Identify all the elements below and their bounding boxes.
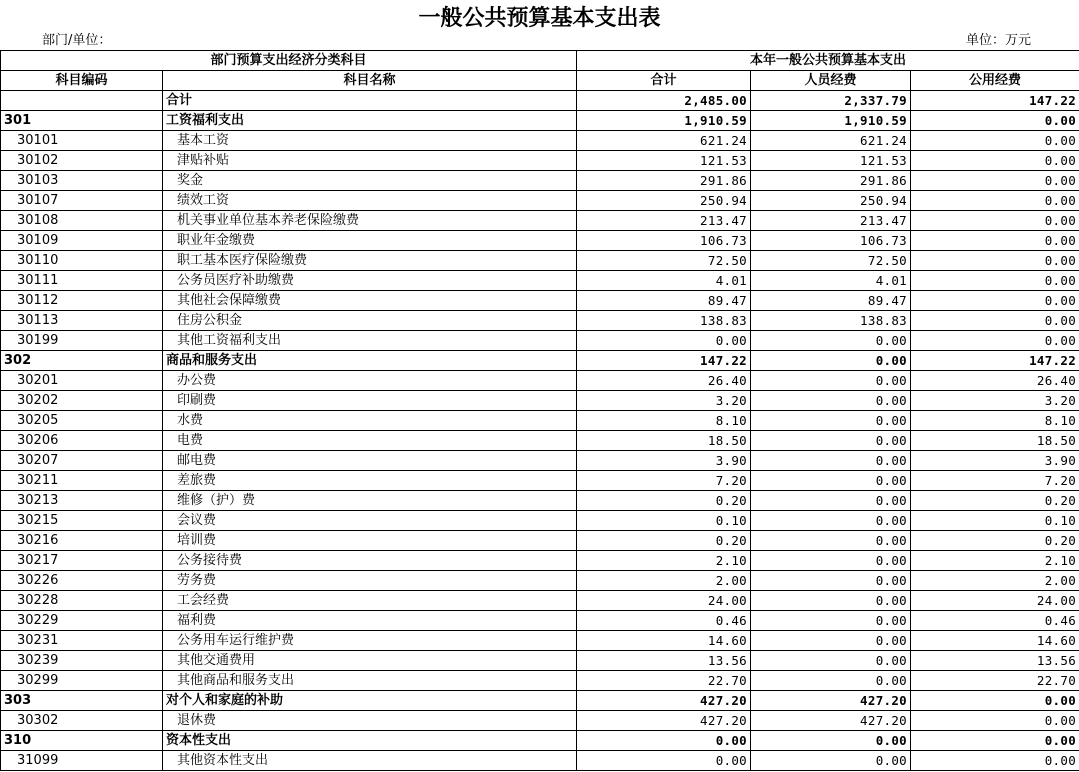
cell-public: 0.00 <box>911 151 1079 171</box>
cell-name: 对个人和家庭的补助 <box>163 691 577 711</box>
cell-personnel: 1,910.59 <box>751 111 911 131</box>
cell-personnel: 0.00 <box>751 431 911 451</box>
cell-code: 30302 <box>1 711 163 731</box>
table-row <box>1 551 1079 571</box>
table-header <box>1 51 1079 91</box>
cell-public: 0.00 <box>911 271 1079 291</box>
cell-total: 0.20 <box>577 531 751 551</box>
cell-total: 0.00 <box>577 731 751 751</box>
cell-name: 基本工资 <box>163 131 577 151</box>
header-group-classification: 部门预算支出经济分类科目 <box>1 51 577 71</box>
cell-personnel: 291.86 <box>751 171 911 191</box>
cell-name: 公务接待费 <box>163 551 577 571</box>
cell-total: 2,485.00 <box>577 91 751 111</box>
category-row <box>1 691 1079 711</box>
cell-name: 其他交通费用 <box>163 651 577 671</box>
cell-public: 0.00 <box>911 311 1079 331</box>
cell-total: 621.24 <box>577 131 751 151</box>
cell-total: 291.86 <box>577 171 751 191</box>
cell-personnel: 0.00 <box>751 671 911 691</box>
cell-personnel: 0.00 <box>751 531 911 551</box>
cell-code: 310 <box>1 731 163 751</box>
cell-total: 2.00 <box>577 571 751 591</box>
cell-name: 工会经费 <box>163 591 577 611</box>
cell-personnel: 0.00 <box>751 551 911 571</box>
cell-name: 电费 <box>163 431 577 451</box>
cell-name: 培训费 <box>163 531 577 551</box>
cell-total: 0.20 <box>577 491 751 511</box>
cell-name: 邮电费 <box>163 451 577 471</box>
cell-personnel: 427.20 <box>751 691 911 711</box>
cell-total: 13.56 <box>577 651 751 671</box>
cell-public: 0.00 <box>911 691 1079 711</box>
cell-total: 121.53 <box>577 151 751 171</box>
table-row <box>1 151 1079 171</box>
cell-code: 30226 <box>1 571 163 591</box>
cell-public: 0.46 <box>911 611 1079 631</box>
table-row <box>1 431 1079 451</box>
cell-personnel: 0.00 <box>751 651 911 671</box>
cell-name: 差旅费 <box>163 471 577 491</box>
header-name: 科目名称 <box>163 71 577 91</box>
cell-total: 8.10 <box>577 411 751 431</box>
category-row <box>1 351 1079 371</box>
cell-total: 0.00 <box>577 331 751 351</box>
cell-personnel: 213.47 <box>751 211 911 231</box>
cell-name: 商品和服务支出 <box>163 351 577 371</box>
cell-code: 30207 <box>1 451 163 471</box>
cell-public: 2.00 <box>911 571 1079 591</box>
total-row <box>1 91 1079 111</box>
cell-name: 印刷费 <box>163 391 577 411</box>
cell-name: 劳务费 <box>163 571 577 591</box>
header-total: 合计 <box>577 71 751 91</box>
cell-public: 8.10 <box>911 411 1079 431</box>
cell-personnel: 0.00 <box>751 631 911 651</box>
cell-code: 30215 <box>1 511 163 531</box>
cell-total: 138.83 <box>577 311 751 331</box>
cell-name: 机关事业单位基本养老保险缴费 <box>163 211 577 231</box>
table-row <box>1 591 1079 611</box>
cell-public: 0.00 <box>911 231 1079 251</box>
cell-code: 30199 <box>1 331 163 351</box>
cell-personnel: 0.00 <box>751 471 911 491</box>
cell-total: 1,910.59 <box>577 111 751 131</box>
cell-total: 18.50 <box>577 431 751 451</box>
header-public: 公用经费 <box>911 71 1079 91</box>
cell-code: 30239 <box>1 651 163 671</box>
cell-personnel: 0.00 <box>751 411 911 431</box>
table-row <box>1 251 1079 271</box>
table-row <box>1 511 1079 531</box>
cell-personnel: 0.00 <box>751 571 911 591</box>
cell-code: 303 <box>1 691 163 711</box>
cell-personnel: 0.00 <box>751 351 911 371</box>
unit-label: 单位：万元 <box>965 33 1031 48</box>
cell-name: 其他社会保障缴费 <box>163 291 577 311</box>
table-row <box>1 651 1079 671</box>
category-row <box>1 111 1079 131</box>
cell-code: 30229 <box>1 611 163 631</box>
table-row <box>1 171 1079 191</box>
cell-code: 30211 <box>1 471 163 491</box>
cell-code: 30113 <box>1 311 163 331</box>
cell-personnel: 0.00 <box>751 511 911 531</box>
cell-total: 0.46 <box>577 611 751 631</box>
table-row <box>1 191 1079 211</box>
cell-code: 30228 <box>1 591 163 611</box>
cell-code: 30101 <box>1 131 163 151</box>
cell-total: 427.20 <box>577 691 751 711</box>
cell-name: 维修（护）费 <box>163 491 577 511</box>
cell-code: 30109 <box>1 231 163 251</box>
page-title: 一般公共预算基本支出表 <box>418 5 661 31</box>
header-code: 科目编码 <box>1 71 163 91</box>
cell-code: 30205 <box>1 411 163 431</box>
cell-public: 0.00 <box>911 751 1079 771</box>
table-row <box>1 271 1079 291</box>
table-row <box>1 291 1079 311</box>
cell-name: 退休费 <box>163 711 577 731</box>
table-row <box>1 231 1079 251</box>
cell-name: 公务用车运行维护费 <box>163 631 577 651</box>
cell-total: 3.90 <box>577 451 751 471</box>
cell-total: 7.20 <box>577 471 751 491</box>
cell-code: 30102 <box>1 151 163 171</box>
table-row <box>1 311 1079 331</box>
table-row <box>1 211 1079 231</box>
cell-personnel: 0.00 <box>751 371 911 391</box>
table-row <box>1 491 1079 511</box>
cell-code: 30110 <box>1 251 163 271</box>
cell-code: 30112 <box>1 291 163 311</box>
cell-personnel: 138.83 <box>751 311 911 331</box>
cell-public: 26.40 <box>911 371 1079 391</box>
cell-code: 30108 <box>1 211 163 231</box>
cell-code: 30107 <box>1 191 163 211</box>
cell-name: 办公费 <box>163 371 577 391</box>
cell-code <box>1 91 163 111</box>
cell-personnel: 0.00 <box>751 591 911 611</box>
cell-total: 213.47 <box>577 211 751 231</box>
cell-code: 30231 <box>1 631 163 651</box>
cell-personnel: 621.24 <box>751 131 911 151</box>
table-body <box>1 91 1079 771</box>
cell-personnel: 0.00 <box>751 391 911 411</box>
cell-personnel: 0.00 <box>751 611 911 631</box>
cell-personnel: 72.50 <box>751 251 911 271</box>
cell-public: 0.00 <box>911 291 1079 311</box>
cell-name: 奖金 <box>163 171 577 191</box>
cell-total: 427.20 <box>577 711 751 731</box>
department-label: 部门/单位： <box>42 33 112 48</box>
cell-name: 绩效工资 <box>163 191 577 211</box>
cell-public: 7.20 <box>911 471 1079 491</box>
cell-public: 0.00 <box>911 251 1079 271</box>
header-column-row <box>1 71 1079 91</box>
cell-public: 14.60 <box>911 631 1079 651</box>
table-row <box>1 411 1079 431</box>
cell-public: 0.00 <box>911 191 1079 211</box>
cell-code: 30299 <box>1 671 163 691</box>
cell-total: 14.60 <box>577 631 751 651</box>
cell-public: 0.00 <box>911 171 1079 191</box>
table-row <box>1 531 1079 551</box>
cell-personnel: 0.00 <box>751 331 911 351</box>
cell-name: 其他资本性支出 <box>163 751 577 771</box>
table-row <box>1 451 1079 471</box>
cell-code: 30213 <box>1 491 163 511</box>
table-row <box>1 571 1079 591</box>
table-row <box>1 751 1079 771</box>
table-row <box>1 131 1079 151</box>
cell-name: 职工基本医疗保险缴费 <box>163 251 577 271</box>
cell-personnel: 4.01 <box>751 271 911 291</box>
cell-public: 2.10 <box>911 551 1079 571</box>
cell-personnel: 427.20 <box>751 711 911 731</box>
cell-name: 其他商品和服务支出 <box>163 671 577 691</box>
cell-code: 30216 <box>1 531 163 551</box>
table-row <box>1 471 1079 491</box>
cell-name: 合计 <box>163 91 577 111</box>
table-row <box>1 391 1079 411</box>
cell-public: 0.20 <box>911 491 1079 511</box>
table-row <box>1 711 1079 731</box>
cell-public: 0.00 <box>911 111 1079 131</box>
cell-total: 72.50 <box>577 251 751 271</box>
cell-code: 30217 <box>1 551 163 571</box>
cell-public: 0.00 <box>911 131 1079 151</box>
cell-personnel: 250.94 <box>751 191 911 211</box>
table-row <box>1 611 1079 631</box>
table-row <box>1 331 1079 351</box>
cell-name: 福利费 <box>163 611 577 631</box>
cell-public: 24.00 <box>911 591 1079 611</box>
cell-public: 0.00 <box>911 211 1079 231</box>
budget-table <box>0 50 1079 771</box>
cell-total: 22.70 <box>577 671 751 691</box>
cell-total: 106.73 <box>577 231 751 251</box>
cell-name: 资本性支出 <box>163 731 577 751</box>
cell-personnel: 0.00 <box>751 491 911 511</box>
cell-public: 0.00 <box>911 731 1079 751</box>
cell-public: 0.00 <box>911 331 1079 351</box>
cell-name: 津贴补贴 <box>163 151 577 171</box>
header-group-row <box>1 51 1079 71</box>
cell-public: 22.70 <box>911 671 1079 691</box>
cell-personnel: 0.00 <box>751 731 911 751</box>
cell-public: 147.22 <box>911 351 1079 371</box>
cell-code: 302 <box>1 351 163 371</box>
cell-personnel: 0.00 <box>751 451 911 471</box>
cell-name: 公务员医疗补助缴费 <box>163 271 577 291</box>
cell-code: 31099 <box>1 751 163 771</box>
cell-code: 30206 <box>1 431 163 451</box>
cell-total: 26.40 <box>577 371 751 391</box>
cell-total: 147.22 <box>577 351 751 371</box>
header-group-expenditure: 本年一般公共预算基本支出 <box>577 51 1079 71</box>
cell-name: 工资福利支出 <box>163 111 577 131</box>
cell-public: 147.22 <box>911 91 1079 111</box>
cell-total: 0.10 <box>577 511 751 531</box>
cell-total: 2.10 <box>577 551 751 571</box>
table-row <box>1 671 1079 691</box>
cell-code: 30201 <box>1 371 163 391</box>
header-personnel: 人员经费 <box>751 71 911 91</box>
cell-personnel: 121.53 <box>751 151 911 171</box>
cell-code: 30111 <box>1 271 163 291</box>
cell-personnel: 106.73 <box>751 231 911 251</box>
cell-personnel: 89.47 <box>751 291 911 311</box>
cell-public: 3.90 <box>911 451 1079 471</box>
cell-public: 3.20 <box>911 391 1079 411</box>
cell-public: 13.56 <box>911 651 1079 671</box>
cell-name: 会议费 <box>163 511 577 531</box>
cell-total: 89.47 <box>577 291 751 311</box>
category-row <box>1 731 1079 751</box>
cell-total: 250.94 <box>577 191 751 211</box>
cell-code: 301 <box>1 111 163 131</box>
cell-code: 30202 <box>1 391 163 411</box>
table-row <box>1 631 1079 651</box>
cell-name: 职业年金缴费 <box>163 231 577 251</box>
table-row <box>1 371 1079 391</box>
cell-personnel: 0.00 <box>751 751 911 771</box>
cell-total: 3.20 <box>577 391 751 411</box>
cell-total: 4.01 <box>577 271 751 291</box>
cell-public: 18.50 <box>911 431 1079 451</box>
cell-public: 0.10 <box>911 511 1079 531</box>
cell-name: 水费 <box>163 411 577 431</box>
cell-name: 其他工资福利支出 <box>163 331 577 351</box>
cell-total: 24.00 <box>577 591 751 611</box>
cell-name: 住房公积金 <box>163 311 577 331</box>
cell-public: 0.00 <box>911 711 1079 731</box>
cell-public: 0.20 <box>911 531 1079 551</box>
cell-total: 0.00 <box>577 751 751 771</box>
cell-code: 30103 <box>1 171 163 191</box>
cell-personnel: 2,337.79 <box>751 91 911 111</box>
